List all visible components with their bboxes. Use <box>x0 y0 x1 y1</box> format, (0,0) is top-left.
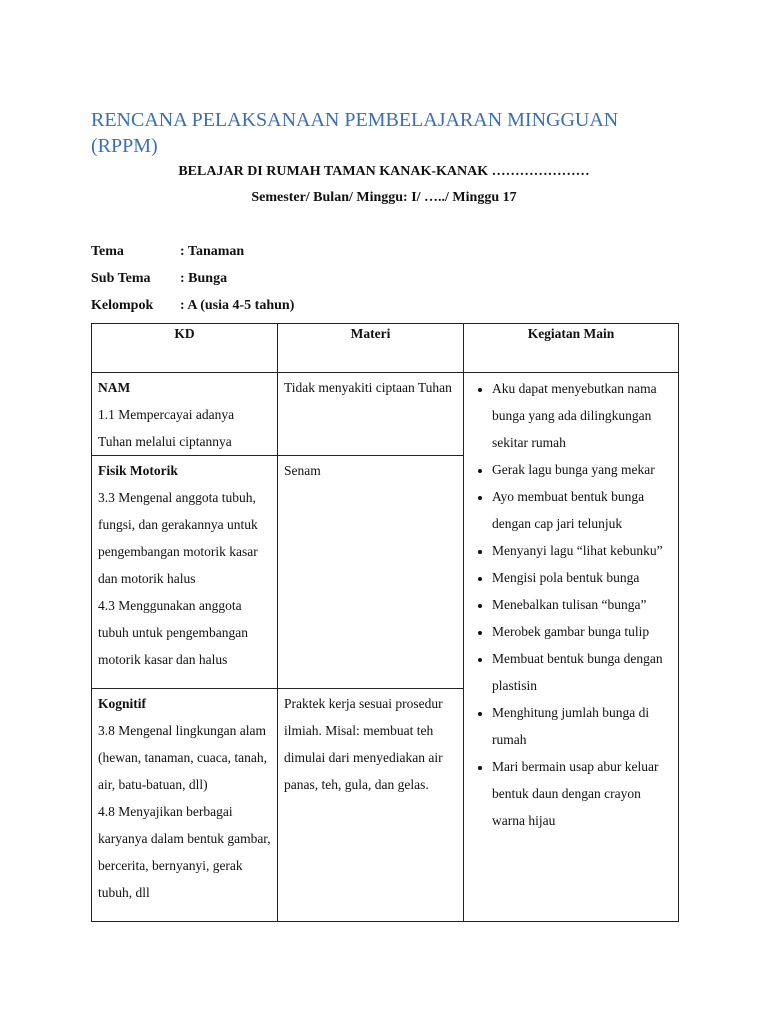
kd-heading: NAM <box>98 380 131 395</box>
kd-cell-nam <box>92 373 278 456</box>
table-row <box>92 373 679 456</box>
header-materi: Materi <box>278 324 464 373</box>
meta-tema <box>91 244 244 260</box>
meta-kelompok-label: Kelompok <box>91 298 154 313</box>
materi-text: Praktek kerja sesuai prosedur ilmiah. Misal: membuat teh dimulai dari menyediakan air panas, teh, gula, dan gelas. <box>284 696 443 792</box>
document-subtitle-school: BELAJAR DI RUMAH TAMAN KANAK-KANAK ………………… <box>178 164 590 179</box>
list-item: • Mengisi pola bentuk bunga <box>492 564 672 591</box>
list-item: • Membuat bentuk bunga dengan plastisin <box>492 645 672 699</box>
materi-text: Senam <box>284 463 321 478</box>
kd-cell-kognitif <box>92 689 278 922</box>
meta-subtema-value: : Bunga <box>180 271 228 286</box>
kd-item: 4.8 Menyajikan berbagai karyanya dalam bentuk gambar, bercerita, bernyanyi, gerak tubuh, dll <box>98 804 271 900</box>
list-item: • Menyanyi lagu “lihat kebunku” <box>492 537 672 564</box>
meta-tema-value: : Tanaman <box>180 244 245 259</box>
kd-item: 1.1 Mempercayai adanya Tuhan melalui ciptannya <box>98 407 235 449</box>
meta-subtema <box>91 271 227 287</box>
list-item: • Gerak lagu bunga yang mekar <box>492 456 672 483</box>
kd-heading: Fisik Motorik <box>98 463 178 478</box>
meta-tema-label: Tema <box>91 244 124 259</box>
kd-item: 3.8 Mengenal lingkungan alam (hewan, tanaman, cuaca, tanah, air, batu-batuan, dll) <box>98 723 268 792</box>
kd-heading: Kognitif <box>98 696 147 711</box>
list-item: • Aku dapat menyebutkan nama bunga yang ada dilingkungan sekitar rumah <box>492 375 672 456</box>
header-kegiatan-main: Kegiatan Main <box>464 324 679 373</box>
meta-kelompok <box>91 298 294 314</box>
materi-cell <box>278 689 464 922</box>
header-kd: KD <box>92 324 278 373</box>
rppm-table <box>91 323 679 922</box>
meta-subtema-label: Sub Tema <box>91 271 151 286</box>
materi-cell <box>278 373 464 456</box>
list-item: • Menghitung jumlah bunga di rumah <box>492 699 672 753</box>
kd-item: 3.3 Mengenal anggota tubuh, fungsi, dan gerakannya untuk pengembangan motorik kasar dan motorik halus <box>98 490 258 586</box>
list-item: • Mari bermain usap abur keluar bentuk daun dengan crayon warna hijau <box>492 753 672 834</box>
document-title: RENCANA PELAKSANAAN PEMBELAJARAN MINGGUAN (RPPM) <box>91 109 619 157</box>
list-item: • Ayo membuat bentuk bunga dengan cap jari telunjuk <box>492 483 672 537</box>
table-header-row <box>92 324 679 373</box>
document-subtitle-semester: Semester/ Bulan/ Minggu: I/ …../ Minggu 17 <box>251 190 517 205</box>
kd-cell-fisik-motorik <box>92 456 278 689</box>
meta-kelompok-value: : A (usia 4-5 tahun) <box>180 298 295 313</box>
kegiatan-main-cell <box>464 373 679 922</box>
list-item: • Merobek gambar bunga tulip <box>492 618 672 645</box>
list-item: • Menebalkan tulisan “bunga” <box>492 591 672 618</box>
materi-cell <box>278 456 464 689</box>
materi-text: Tidak menyakiti ciptaan Tuhan <box>284 380 452 395</box>
kegiatan-list <box>464 373 678 834</box>
kd-item: 4.3 Menggunakan anggota tubuh untuk pengembangan motorik kasar dan halus <box>98 598 248 667</box>
